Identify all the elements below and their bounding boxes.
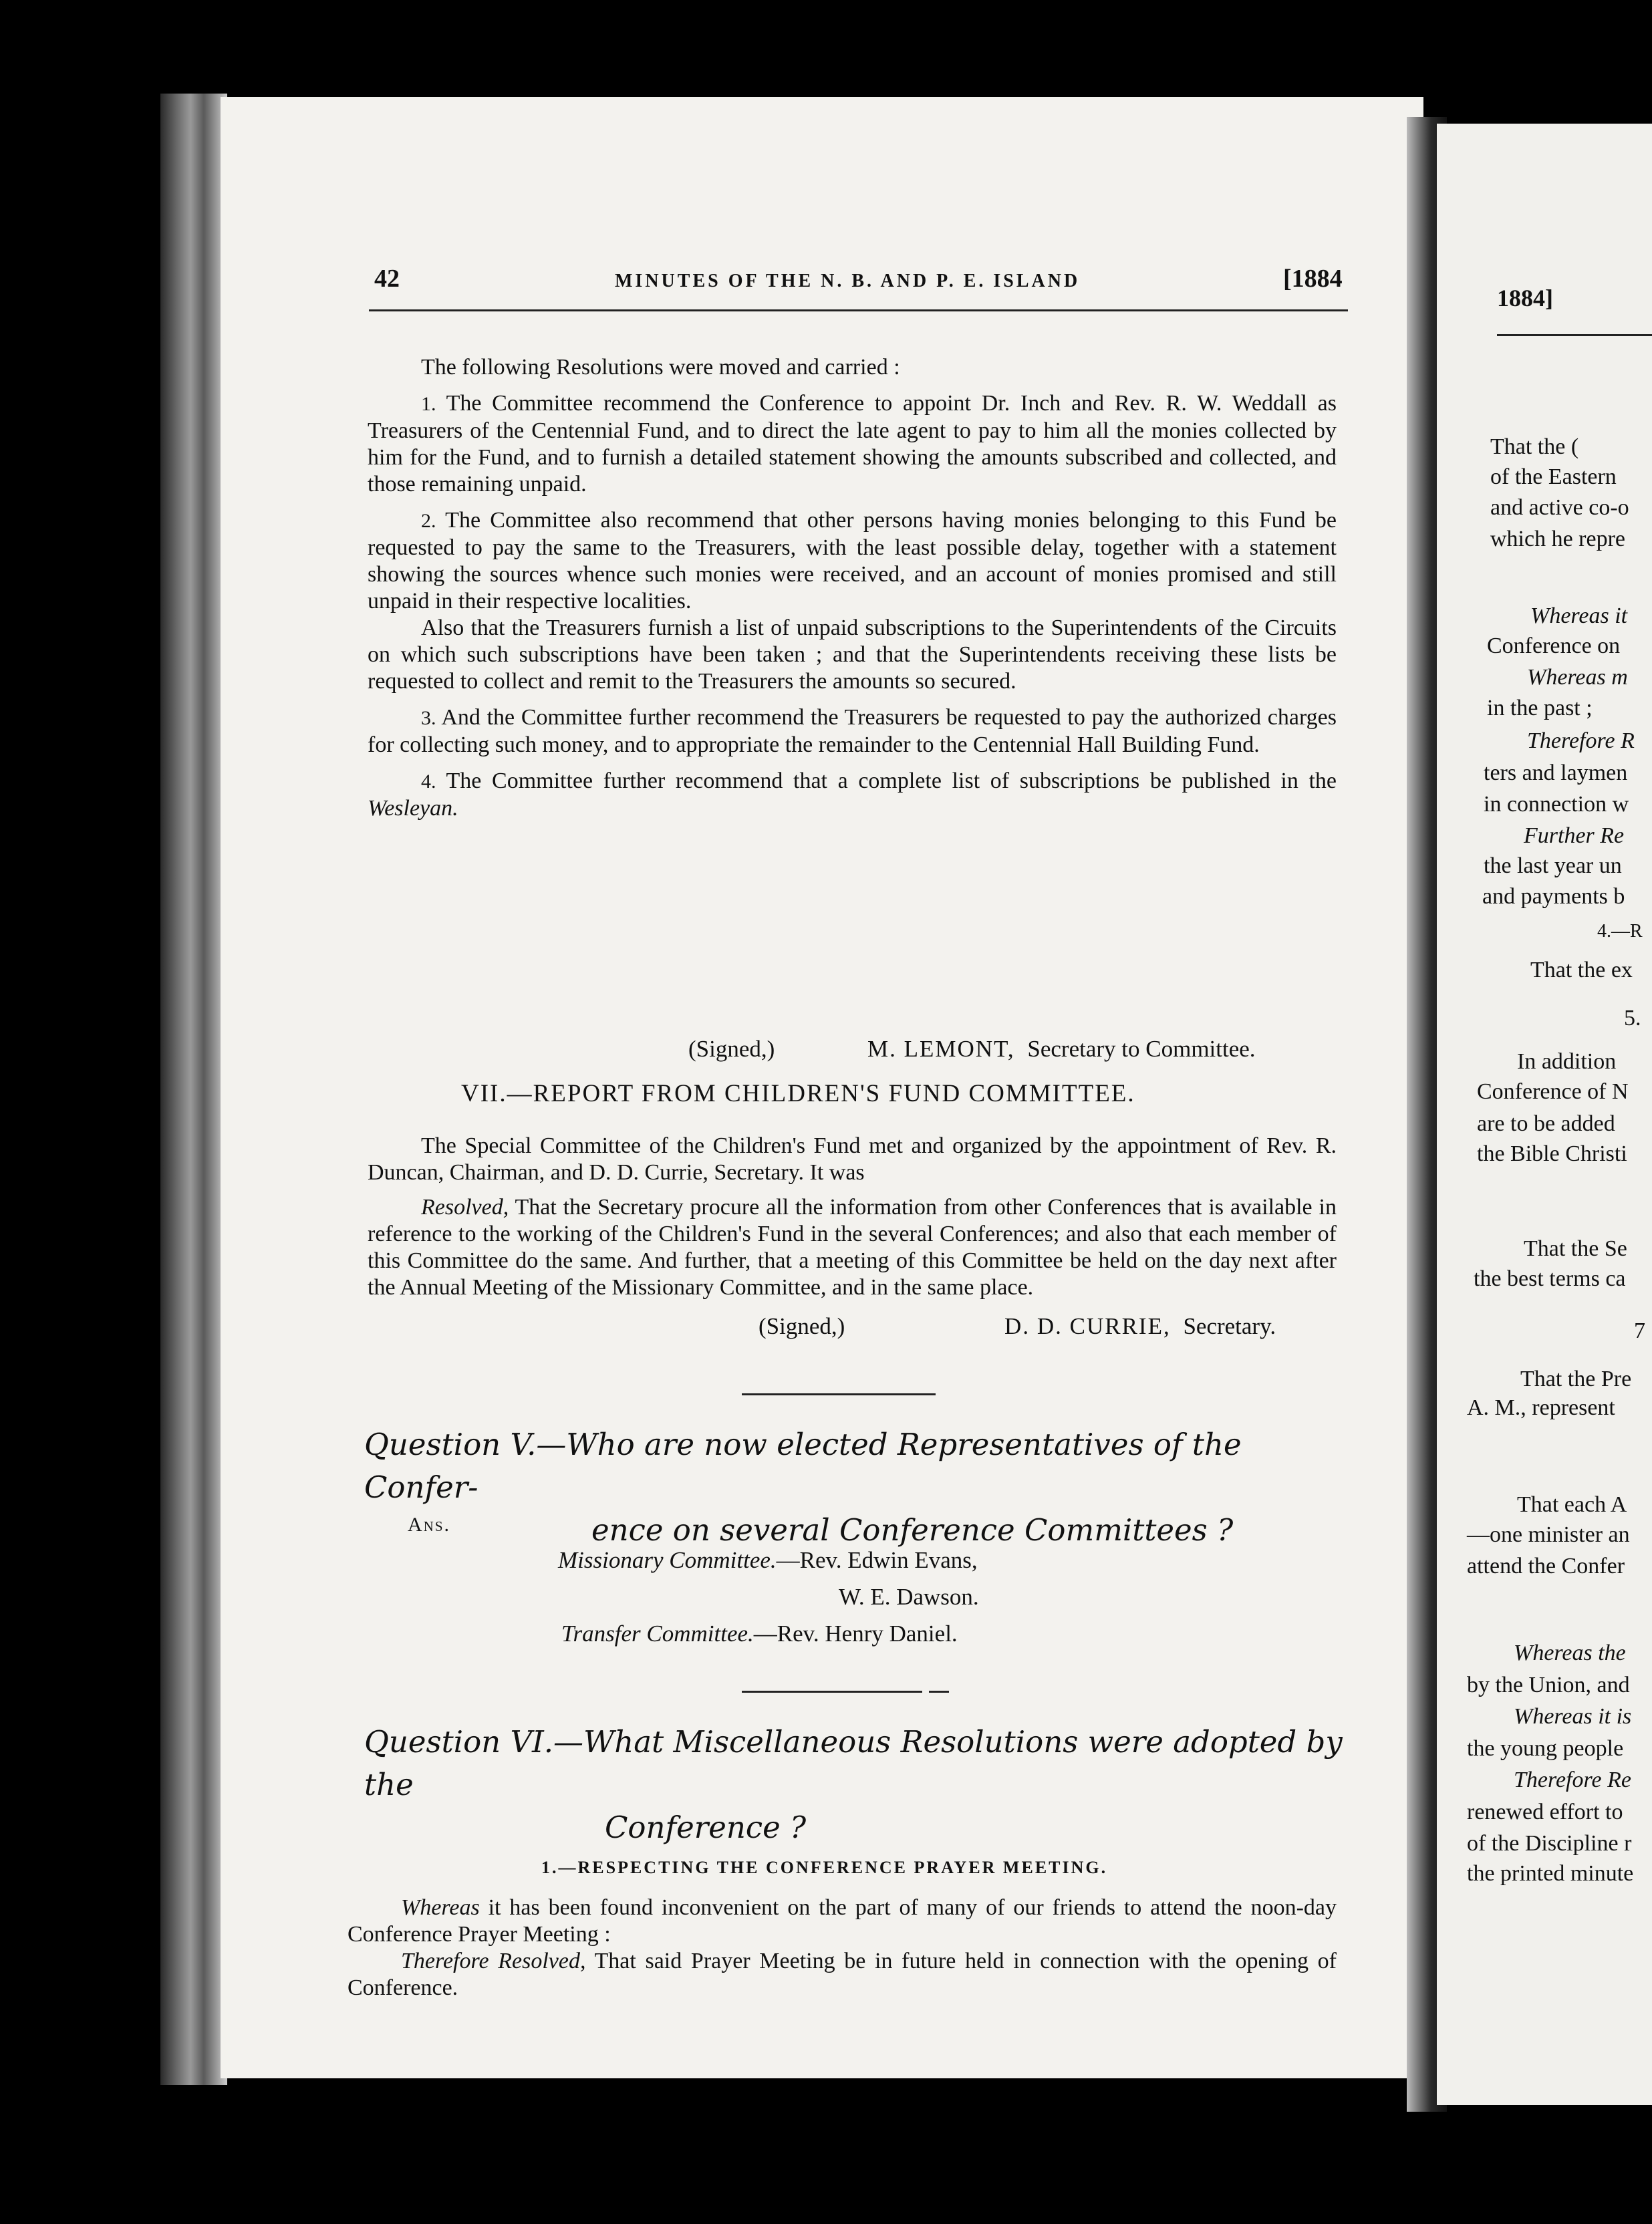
right-line: the young people <box>1467 1736 1624 1761</box>
resolution-1 <box>368 390 1337 498</box>
therefore-word: Therefore Resolved, <box>401 1949 586 1973</box>
resolution-2 <box>368 507 1337 615</box>
right-line: That the Se <box>1524 1236 1627 1261</box>
right-line <box>1527 665 1628 690</box>
resolution-number: 4. <box>421 771 436 793</box>
signature-currie <box>759 1313 1360 1340</box>
right-line: In addition <box>1517 1049 1617 1074</box>
right-line: the best terms ca <box>1474 1266 1626 1291</box>
transfer-committee <box>561 1621 958 1647</box>
right-line: in connection w <box>1484 792 1629 817</box>
answer-label: Ans. <box>408 1514 451 1536</box>
resolved-para <box>368 1194 1337 1301</box>
resolution-number: 3. <box>421 707 436 729</box>
right-line: and active co-o <box>1490 495 1629 520</box>
signer-name: D. D. CURRIE, <box>1004 1313 1171 1339</box>
prayer-meeting-block <box>348 1895 1337 2001</box>
section-divider <box>742 1393 936 1395</box>
right-line: That each A <box>1517 1492 1627 1517</box>
resolved-text: That the Secretary procure all the information from other Conferences that is available in reference to the working of the Children's Fund in the several Conferences; and also that each member of this Committee do the same. And further, that a meeting of this Committee be held on the day next after the Annual Meeting of the Missionary Committee, and in the same place. <box>368 1195 1337 1300</box>
right-line: renewed effort to <box>1467 1800 1623 1824</box>
page-header <box>221 264 1423 304</box>
right-line: the last year un <box>1484 853 1622 878</box>
resolution-number: 1. <box>421 393 436 415</box>
missionary-committee <box>558 1547 978 1574</box>
right-line: of the Eastern <box>1490 464 1617 489</box>
resolved-word: Resolved, <box>421 1195 509 1220</box>
signed-label: (Signed,) <box>759 1313 845 1339</box>
resolution-text: The Committee also recommend that other persons having monies belonging to this Fund be requested to pay the same to the Treasurers, with the least possible delay, together with a statement showing the sources whence such monies were received, and an account of monies promised and still unpaid in their respective localities. <box>368 508 1337 613</box>
header-rule <box>369 309 1348 311</box>
committee-label: Missionary Committee. <box>558 1547 777 1573</box>
right-line <box>1514 1704 1631 1729</box>
right-page <box>1437 124 1652 2105</box>
right-line: Conference of N <box>1477 1079 1629 1104</box>
right-line: That the Pre <box>1520 1367 1632 1391</box>
therefore-para <box>348 1948 1337 2001</box>
right-header-rule <box>1497 334 1652 336</box>
right-line-text: Further Re <box>1524 823 1625 848</box>
whereas-text: it has been found inconvenient on the part of many of our friends to attend the noon-day Conference Prayer Meeting : <box>348 1895 1337 1947</box>
question-line-1: Question V.—Who are now elected Representatives of the Confer- <box>364 1427 1242 1505</box>
resolution-text: And the Committee further recommend the Treasurers be requested to pay the authorized charges for collecting such money, and to appropriate the remainder to the Centennial Hall Building Fund. <box>368 705 1337 757</box>
committee-value: —Rev. Edwin Evans, <box>776 1547 978 1573</box>
right-line-text: Whereas it is <box>1514 1704 1632 1729</box>
committee-value: —Rev. Henry Daniel. <box>753 1621 958 1647</box>
section-heading: 1.—RESPECTING THE CONFERENCE PRAYER MEETING. <box>541 1858 1108 1877</box>
right-line-text: Therefore R <box>1527 728 1635 753</box>
resolution-2-continued <box>368 615 1337 695</box>
signer-role: Secretary. <box>1183 1313 1276 1339</box>
right-line: by the Union, and <box>1467 1673 1630 1697</box>
right-line: in the past ; <box>1487 696 1593 720</box>
therefore-text: That said Prayer Meeting be in future held in connection with the opening of Conference. <box>348 1949 1337 2000</box>
signature-lemont <box>688 1036 1343 1063</box>
left-page <box>221 97 1423 2078</box>
running-title: MINUTES OF THE N. B. AND P. E. ISLAND <box>615 271 1081 291</box>
right-line: —one minister an <box>1467 1522 1630 1547</box>
resolution-italic: Wesleyan. <box>368 796 458 821</box>
right-line: of the Discipline r <box>1467 1831 1632 1856</box>
signed-label: (Signed,) <box>688 1036 775 1062</box>
right-line: A. M., represent <box>1467 1395 1615 1420</box>
question-5 <box>364 1423 1347 1552</box>
right-line-text: Therefore Re <box>1514 1768 1631 1792</box>
resolution-text: The Committee recommend the Conference to appoint Dr. Inch and Rev. R. W. Weddall as Treasurers of the Centennial Fund, and to direct the late agent to pay to him all the monies collected by him for the Fund, and to furnish a detailed statement showing the amounts subscribed and collected, and those remaining unpaid. <box>368 391 1337 497</box>
intro-text: The following Resolutions were moved and carried : <box>421 355 900 380</box>
whereas-para <box>348 1895 1337 1948</box>
right-header-year: 1884] <box>1497 285 1553 311</box>
signer-role: Secretary to Committee. <box>1027 1036 1256 1062</box>
committee-label: Transfer Committee. <box>561 1621 754 1647</box>
right-line: the Bible Christi <box>1477 1141 1627 1166</box>
signer-name: M. LEMONT, <box>867 1036 1015 1062</box>
missionary-committee-2: W. E. Dawson. <box>839 1584 979 1610</box>
question-line-2: Conference ? <box>605 1810 807 1845</box>
resolution-number: 2. <box>421 510 436 532</box>
whereas-word: Whereas <box>401 1895 480 1920</box>
right-line-text: Whereas m <box>1527 665 1628 690</box>
resolution-3 <box>368 704 1337 758</box>
page-number: 42 <box>374 265 400 293</box>
right-line: the printed minute <box>1467 1861 1634 1886</box>
children-fund-block <box>368 1133 1337 1301</box>
section-divider-2 <box>742 1691 922 1693</box>
children-fund-para: The Special Committee of the Children's Fund met and organized by the appointment of Rev. R. Duncan, Chairman, and D. D. Currie, Secretary. It was <box>368 1133 1337 1185</box>
right-line: 4.—R <box>1597 921 1643 942</box>
resolution-text: Also that the Treasurers furnish a list of unpaid subscriptions to the Superintendents of the Circuits on which such subscriptions have been taken ; and that the Superintendents receiving these lists be requested to collect and remit to the Treasurers the amounts so secured. <box>368 615 1337 694</box>
book-spine <box>160 94 227 2085</box>
right-line: That the ( <box>1490 434 1579 459</box>
header-year: [1884 <box>1283 265 1343 293</box>
right-line: are to be added <box>1477 1111 1615 1136</box>
report-title: VII.—REPORT FROM CHILDREN'S FUND COMMITTEE. <box>461 1080 1135 1107</box>
right-line-text: Whereas the <box>1514 1641 1626 1665</box>
question-line-2: ence on several Conference Committees ? <box>591 1512 1234 1548</box>
right-line <box>1524 823 1624 849</box>
right-line: which he repre <box>1490 527 1626 551</box>
right-line: 7 <box>1634 1318 1645 1343</box>
right-line <box>1530 603 1627 629</box>
resolutions-block <box>368 354 1337 822</box>
right-line: ters and laymen <box>1484 760 1628 785</box>
right-line: 5. <box>1624 1006 1641 1030</box>
section-divider-2b <box>929 1691 949 1693</box>
question-line-1: Question VI.—What Miscellaneous Resolutions were adopted by the <box>364 1724 1343 1802</box>
right-line <box>1527 728 1635 754</box>
right-line: and payments b <box>1482 884 1625 909</box>
right-line: That the ex <box>1530 958 1633 982</box>
right-line-text: Whereas it <box>1530 603 1628 628</box>
right-line <box>1514 1641 1626 1666</box>
right-line: attend the Confer <box>1467 1554 1625 1578</box>
question-6 <box>364 1721 1347 1849</box>
resolution-text: The Committee further recommend that a complete list of subscriptions be published in the <box>446 769 1337 793</box>
right-line <box>1514 1768 1631 1793</box>
right-line: Conference on <box>1487 634 1621 658</box>
resolution-4 <box>368 768 1337 822</box>
